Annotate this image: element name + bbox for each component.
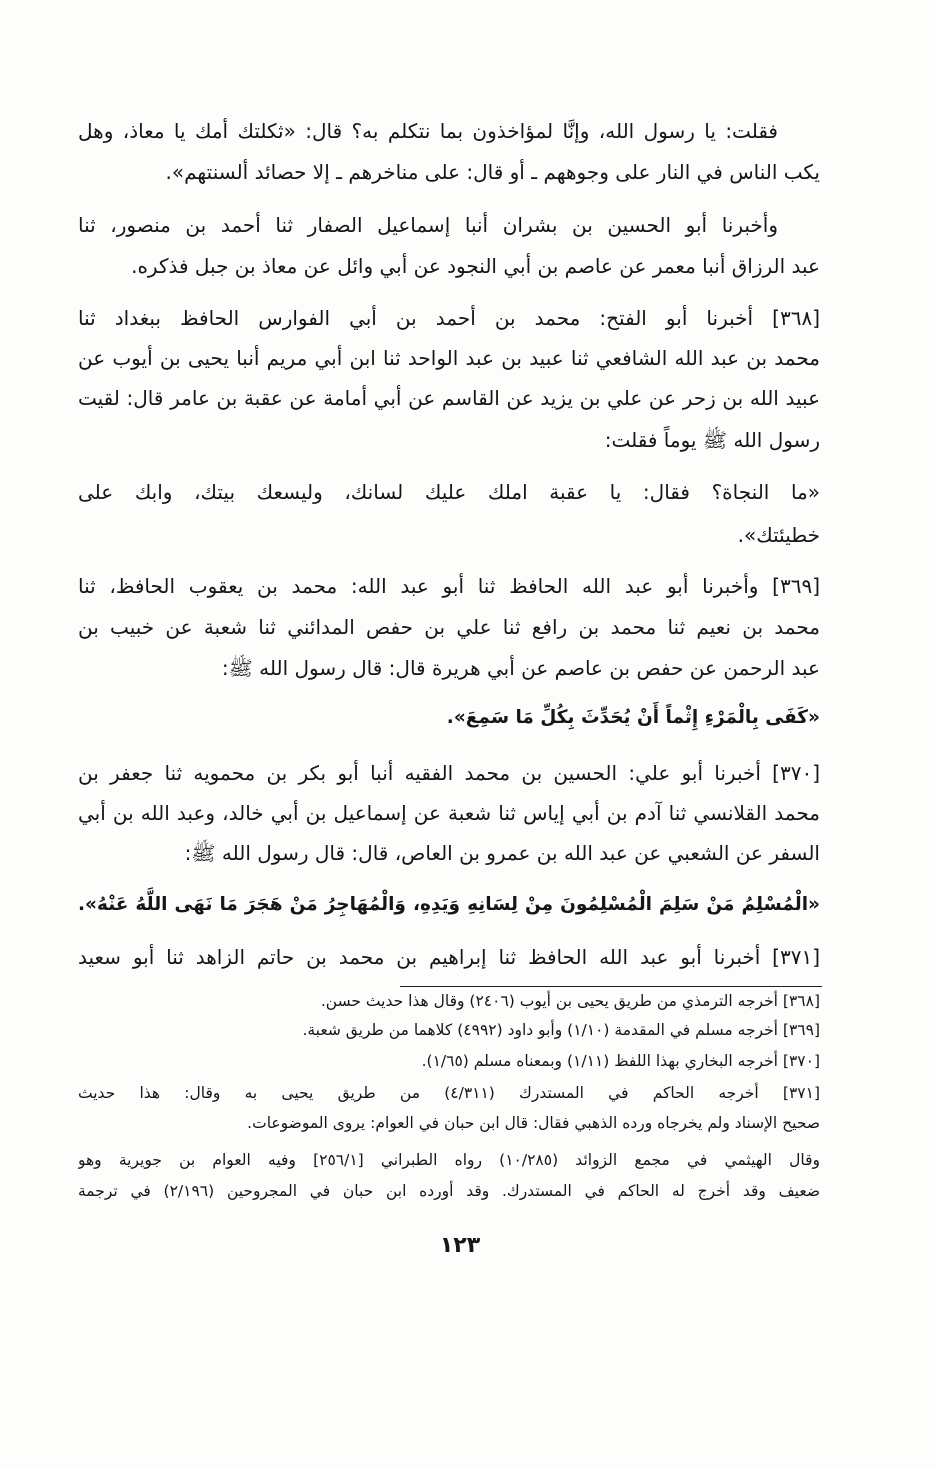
text-line: وأخبرنا أبو الحسين بن بشران أنبا إسماعيل الصفار ثنا أحمد بن منصور، ثنا: [78, 213, 778, 237]
text-line: محمد القلانسي ثنا آدم بن أبي إياس ثنا شعبة عن إسماعيل بن أبي خالد، وعبد الله بن أبي: [78, 801, 820, 825]
text-line: السفر عن الشعبي عن عبد الله بن عمرو بن العاص، قال: قال رسول الله ﷺ:: [184, 841, 820, 865]
text-line: خطيئتك».: [737, 523, 820, 547]
text-line: [٣٦٩] وأخبرنا أبو عبد الله الحافظ ثنا أبو عبد الله: محمد بن يعقوب الحافظ، ثنا: [78, 574, 820, 598]
footnote-separator: [400, 986, 822, 987]
text-line: عبد الرزاق أنبا معمر عن عاصم بن أبي النجود عن أبي وائل عن معاذ بن جبل فذكره.: [131, 254, 820, 278]
footnote-line: [٣٦٩] أخرجه مسلم في المقدمة (١/١٠) وأبو داود (٤٩٩٢) كلاهما من طريق شعبة.: [302, 1021, 820, 1039]
hadith-quote-line: «الْمُسْلِمُ مَنْ سَلِمَ الْمُسْلِمُونَ مِنْ لِسَانِهِ وَيَدِهِ، وَالْمُهَاجِرُ مَنْ هَجَرَ مَا نَهَى اللَّهُ عَنْهُ».: [78, 894, 820, 915]
text-line: [٣٧١] أخبرنا أبو عبد الله الحافظ ثنا إبراهيم بن محمد بن حاتم الزاهد ثنا أبو سعيد: [78, 945, 820, 969]
text-line: عبد الرحمن عن حفص بن عاصم عن أبي هريرة قال: قال رسول الله ﷺ:: [221, 656, 820, 680]
footnote-line: [٣٧٠] أخرجه البخاري بهذا اللفظ (١/١١) وبمعناه مسلم (١/٦٥).: [421, 1052, 820, 1070]
footnote-line: [٣٦٨] أخرجه الترمذي من طريق يحيى بن أيوب (٢٤٠٦) وقال هذا حديث حسن.: [320, 992, 820, 1010]
text-line: يكب الناس في النار على وجوههم ـ أو قال: على مناخرهم ـ إلا حصائد ألسنتهم».: [165, 160, 820, 184]
footnote-line: [٣٧١] أخرجه الحاكم في المستدرك (٤/٣١١) من طريق يحيى به وقال: هذا حديث: [78, 1084, 820, 1102]
footnote-line: ضعيف وقد أخرج له الحاكم في المستدرك. وقد أورده ابن حبان في المجروحين (٢/١٩٦) في ترجمة: [78, 1182, 820, 1200]
text-line: محمد بن نعيم ثنا محمد بن رافع ثنا علي بن حفص المدائني ثنا شعبة عن خبيب بن: [78, 615, 820, 639]
text-line: [٣٦٨] أخبرنا أبو الفتح: محمد بن أحمد بن أبي الفوارس الحافظ ببغداد ثنا: [78, 306, 820, 330]
footnote-line: وقال الهيثمي في مجمع الزوائد (١٠/٢٨٥) رواه الطبراني [٢٥٦/١] وفيه العوام بن جويرية وهو: [78, 1151, 820, 1169]
text-line: فقلت: يا رسول الله، وإنَّا لمؤاخذون بما نتكلم به؟ قال: «ثكلتك أمك يا معاذ، وهل: [78, 119, 778, 143]
text-line: [٣٧٠] أخبرنا أبو علي: الحسين بن محمد الفقيه أنبا أبو بكر بن محمويه ثنا جعفر بن: [78, 761, 820, 785]
page-number: ١٢٣: [439, 1233, 481, 1258]
text-line: «ما النجاة؟ فقال: يا عقبة املك عليك لسانك، وليسعك بيتك، وابك على: [78, 480, 820, 504]
hadith-quote-line: «كَفَى بِالْمَرْءِ إِثْماً أَنْ يُحَدِّثَ بِكُلِّ مَا سَمِعَ».: [446, 707, 820, 728]
text-line: رسول الله ﷺ يوماً فقلت:: [604, 428, 820, 452]
text-line: عبيد الله بن زحر عن علي بن يزيد عن القاسم عن أبي أمامة عن عقبة بن عامر قال: لقيت: [78, 386, 820, 410]
text-line: محمد بن عبد الله الشافعي ثنا عبيد بن عبد الواحد ثنا ابن أبي مريم أنبا يحيى بن أيوب عن: [78, 346, 820, 370]
footnote-line: صحيح الإسناد ولم يخرجاه ورده الذهبي فقال: قال ابن حبان في العوام: يروى الموضوعات.: [247, 1114, 820, 1132]
